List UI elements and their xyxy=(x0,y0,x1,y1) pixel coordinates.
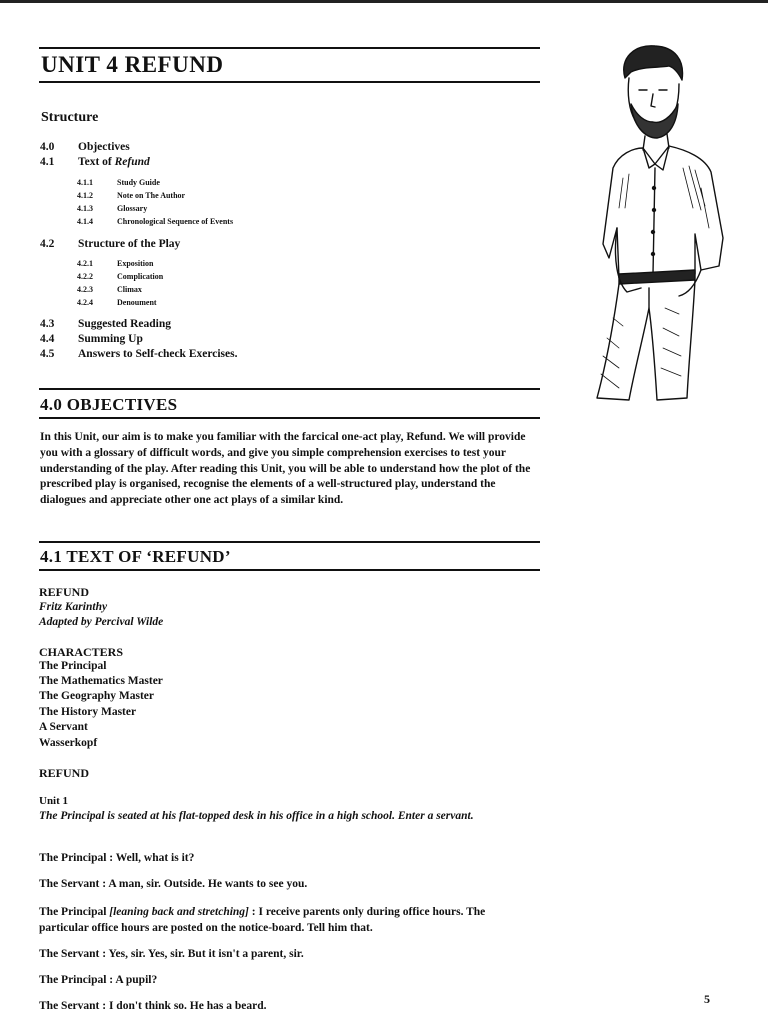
unit-title: UNIT 4 REFUND xyxy=(41,52,224,77)
toc-subitem: 4.1.3 Glossary xyxy=(77,204,148,213)
toc-subitem: 4.2.1 Exposition xyxy=(77,259,154,268)
dialogue-line: The Servant : I don't think so. He has a beard. xyxy=(39,1000,267,1012)
objectives-heading: 4.0 OBJECTIVES xyxy=(40,395,178,414)
objectives-rule-top xyxy=(39,388,540,390)
character-item: The Geography Master xyxy=(39,690,154,702)
text-heading: 4.1 TEXT OF ‘REFUND’ xyxy=(40,547,231,566)
character-item: Wasserkopf xyxy=(39,737,98,749)
title-rule-top xyxy=(39,47,540,49)
dialogue-line: The Servant : Yes, sir. Yes, sir. But it isn't a parent, sir. xyxy=(39,948,304,960)
table-of-contents xyxy=(40,140,340,362)
man-with-beard-illustration xyxy=(583,38,733,404)
text-rule-bottom xyxy=(39,569,540,571)
dialogue-line: The Principal : A pupil? xyxy=(39,974,158,986)
dialogue-line: The Principal [leaning back and stretching] : I receive parents only during office hours. The particular office hours are posted on the notice-board. Tell him that. xyxy=(39,906,486,934)
play-title: REFUND xyxy=(39,585,89,599)
toc-subitem: 4.2.4 Denoument xyxy=(77,298,157,307)
toc-subitem: 4.1.1 Study Guide xyxy=(77,178,160,187)
toc-subitem: 4.1.2 Note on The Author xyxy=(77,191,186,200)
stage-direction: The Principal is seated at his flat-topped desk in his office in a high school. Enter a servant. xyxy=(39,810,474,822)
character-item: The Principal xyxy=(39,660,107,672)
author-name: Fritz Karinthy xyxy=(39,601,108,613)
toc-item: 4.3 Suggested Reading xyxy=(40,318,171,330)
toc-item: 4.4 Summing Up xyxy=(40,333,143,345)
toc-subitem: 4.1.4 Chronological Sequence of Events xyxy=(77,217,234,226)
characters-heading: CHARACTERS xyxy=(39,645,124,659)
structure-heading: Structure xyxy=(41,110,99,125)
character-item: The Mathematics Master xyxy=(39,675,163,687)
toc-subitem: 4.2.3 Climax xyxy=(77,285,142,294)
adapted-by: Adapted by Percival Wilde xyxy=(39,616,164,628)
top-border xyxy=(0,0,768,3)
objectives-paragraph: In this Unit, our aim is to make you familiar with the farcical one-act play, Refund. We will provide you with a glossary of difficult words, and give you simple comprehension exercises to test your understanding of the play. After reading this Unit, you will be able to understand how the plot of the prescribed play is organised, recognise the elements of a well-structured play, understand the dialogues and appreciate other one act plays of a similar kind. xyxy=(40,431,531,507)
toc-item: 4.1 Text of Refund xyxy=(40,156,150,168)
text-rule-top xyxy=(39,541,540,543)
dialogue-line: The Servant : A man, sir. Outside. He wants to see you. xyxy=(39,878,308,890)
unit-label: Unit 1 xyxy=(39,795,69,807)
refund-heading: REFUND xyxy=(39,766,89,780)
toc-subitem: 4.2.2 Complication xyxy=(77,272,164,281)
title-rule-bottom xyxy=(39,81,540,83)
dialogue-line: The Principal : Well, what is it? xyxy=(39,852,195,864)
character-item: The History Master xyxy=(39,706,137,718)
page-number: 5 xyxy=(704,992,710,1006)
toc-item: 4.5 Answers to Self-check Exercises. xyxy=(40,348,238,360)
objectives-rule-bottom xyxy=(39,417,540,419)
toc-item: 4.0 Objectives xyxy=(40,141,130,153)
character-item: A Servant xyxy=(39,721,88,733)
toc-item: 4.2 Structure of the Play xyxy=(40,238,181,250)
